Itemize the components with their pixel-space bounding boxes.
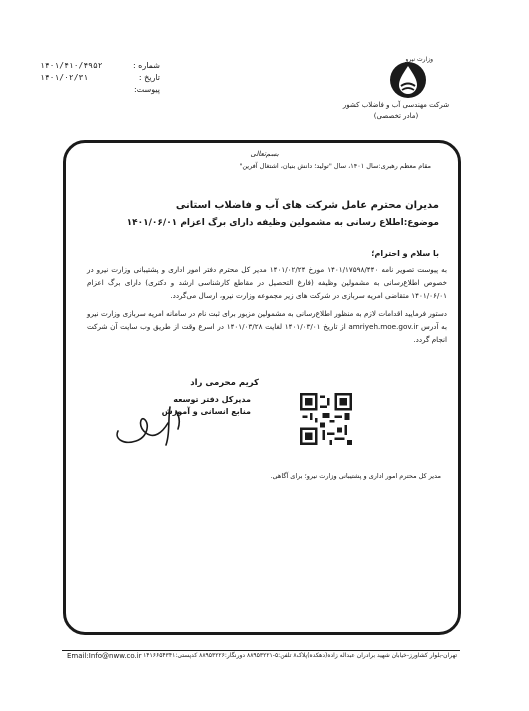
subject: موضوع:اطلاع رسانی به مشمولین وظیفه دارای برگ اعزام ۱۴۰۱/۰۶/۰۱ [126,218,439,228]
paragraph-1: به پیوست تصویر نامه ۱۴۰۱/۱۷۵۹۸/۴۴۰ مورخ ۱۴۰۱/۰۲/۲۴ مدیر کل محترم دفتر امور اداری و پشتیبانی وزارت نیرو در خصوص اطلاع‌رسانی به مشمولین وظیفه (فارغ التحصیل در مقاطع کارشناسی ارشد و دکتری) دارای برگ اعزام ۱۴۰۱/۰۶/۰۱ متقاضی امریه سربازی در شرکت های زیر مجموعه وزارت نیرو، ارسال می‌گردد. [87,265,448,300]
signer-name: کریم محرمی راد [190,378,259,388]
footer-divider [62,650,460,651]
ministry-name: وزارت نیرو [405,56,433,63]
letter-frame [63,140,461,635]
greeting: با سلام و احترام؛ [371,249,439,258]
carbon-copy: مدیر کل محترم امور اداری و پشتیبانی وزارت نیرو؛ برای آگاهی. [270,472,441,480]
date-label: تاریخ : [138,73,160,82]
letter-meta-values [40,60,104,84]
attachment-row [80,84,160,96]
footer-address: تهران-بلوار کشاورز-خیابان شهید برادران عبداله زاده(دهکده)پلاک۸ تلفن:۵-۸۸۹۵۳۲۲۱ دورنگار:۸۸۹۵۳۲۲۶ کدپستی:۱۴۱۶۶۵۴۳۴۱ [143,652,457,659]
paragraph-2: دستور فرمایید اقدامات لازم به منظور اطلاع‌رسانی به مشمولین مزبور برای ثبت نام در سامانه امریه سربازی وزارت نیرو به آدرس amriyeh.moe.gov.ir از تاریخ ۱۴۰۱/۰۳/۰۱ لغایت ۱۴۰۱/۰۳/۲۸ در اسرع وقت از طریق وب سایت آن شرکت انجام گردد. [87,309,447,344]
footer-email[interactable]: Email:Info@nww.co.ir [67,652,142,660]
bismillah: بسم‌تعالی [250,150,279,158]
number-label: شماره : [132,61,160,70]
water-drop-logo-icon [388,60,428,100]
recipient: مدیران محترم عامل شرکت های آب و فاضلاب استانی [175,200,439,211]
date-value: ۱۴۰۱/۰۲/۳۱ [40,73,89,82]
organization-block [341,100,451,122]
attachment-label: پیوست: [133,85,160,94]
slogan: مقام معظم رهبری:سال ۱۴۰۱، سال "تولید؛ دانش بنیان، اشتغال آفرین" [239,162,431,170]
signer-title: مدیرکل دفتر توسعه منابع انسانی و آموزش [161,395,251,416]
organization-subtitle: (مادر تخصصی) [373,112,419,120]
organization-name: شرکت مهندسی آب و فاضلاب کشور [342,101,450,109]
handwritten-signature [110,393,190,453]
number-value: ۱۴۰۱/۴۱۰/۴۹۵۲ [40,61,103,70]
qr-code [300,393,352,445]
